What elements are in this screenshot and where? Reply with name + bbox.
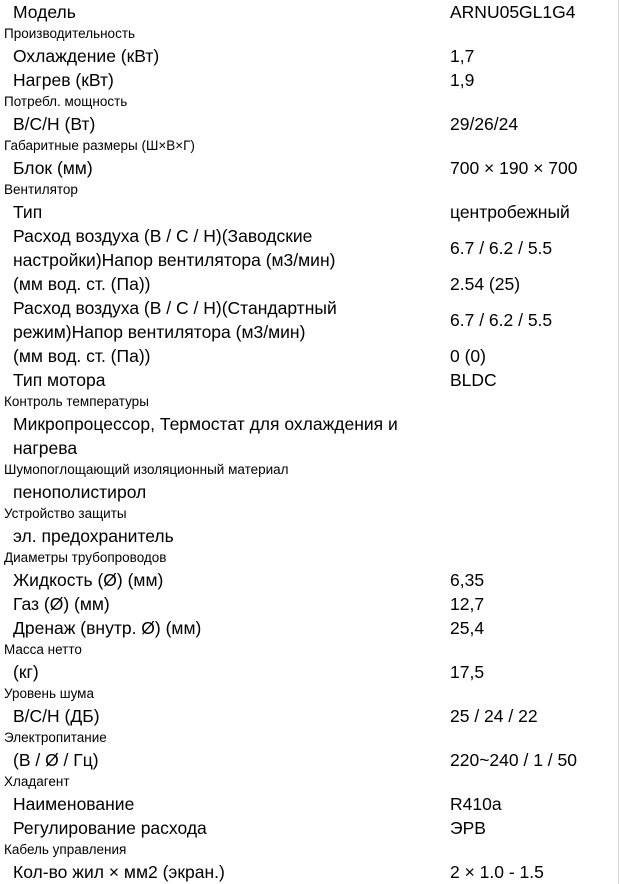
spec-label: (мм вод. ст. (Па)) xyxy=(13,274,151,294)
spec-value: 1,7 xyxy=(450,46,475,66)
section-title: Электропитание xyxy=(4,730,107,745)
spec-row xyxy=(0,660,619,684)
spec-value: R410a xyxy=(450,794,502,814)
spec-label: эл. предохранитель xyxy=(13,526,174,546)
section-title: Диаметры трубопроводов xyxy=(4,550,167,565)
spec-label: (кг) xyxy=(13,662,39,682)
section-title: Габаритные размеры (Ш×В×Г) xyxy=(4,138,195,153)
spec-label: Блок (мм) xyxy=(13,158,93,178)
section-title: Потребл. мощность xyxy=(4,94,128,109)
spec-label: Кол-во жил × мм2 (экран.) xyxy=(13,862,225,882)
spec-row xyxy=(0,344,619,368)
spec-label: Газ (Ø) (мм) xyxy=(13,594,110,614)
spec-value: 220~240 / 1 / 50 xyxy=(450,750,577,770)
spec-sections xyxy=(0,24,619,884)
spec-value: 2 × 1.0 - 1.5 xyxy=(450,862,544,882)
spec-value: 6.7 / 6.2 / 5.5 xyxy=(450,310,553,330)
spec-row xyxy=(0,480,619,504)
section-title: Кабель управления xyxy=(4,842,127,857)
spec-value: 6,35 xyxy=(450,570,485,590)
spec-label: Тип мотора xyxy=(13,370,106,390)
spec-value: 25,4 xyxy=(450,618,485,638)
spec-label: (мм вод. ст. (Па)) xyxy=(13,346,151,366)
spec-value: центробежный xyxy=(450,202,570,222)
spec-value: 1,9 xyxy=(450,70,475,90)
spec-row xyxy=(0,860,619,884)
section-title: Производительность xyxy=(4,26,136,41)
spec-row xyxy=(0,68,619,92)
spec-row xyxy=(0,296,619,344)
spec-value: 6.7 / 6.2 / 5.5 xyxy=(450,238,553,258)
spec-row xyxy=(0,224,619,272)
spec-row xyxy=(0,112,619,136)
spec-row xyxy=(0,592,619,616)
spec-row xyxy=(0,816,619,840)
spec-row xyxy=(0,524,619,548)
spec-value: 2.54 (25) xyxy=(450,274,521,294)
spec-value: ЭРВ xyxy=(450,818,486,838)
spec-row xyxy=(0,44,619,68)
spec-label: Жидкость (Ø) (мм) xyxy=(13,570,164,590)
spec-value: 700 × 190 × 700 xyxy=(450,158,578,178)
spec-row xyxy=(0,704,619,728)
section-title: Уровень шума xyxy=(4,686,94,701)
spec-label: Расход воздуха (В / С / Н)(Стандартный режим)Напор вентилятора (м3/мин) xyxy=(13,298,337,342)
spec-label: (В / Ø / Гц) xyxy=(13,750,99,770)
section-title: Вентилятор xyxy=(4,182,78,197)
spec-value: 29/26/24 xyxy=(450,114,519,134)
section-title: Хладагент xyxy=(4,774,70,789)
spec-label: Микропроцессор, Термостат для охлаждения и нагрева xyxy=(13,414,398,458)
spec-value: 0 (0) xyxy=(450,346,486,366)
spec-row xyxy=(0,748,619,772)
spec-value: 12,7 xyxy=(450,594,485,614)
spec-label: Наименование xyxy=(13,794,135,814)
section-title: Устройство защиты xyxy=(4,506,127,521)
spec-row xyxy=(0,412,619,460)
spec-label: В/С/Н (Вт) xyxy=(13,114,96,134)
spec-value: 25 / 24 / 22 xyxy=(450,706,538,726)
spec-label: В/С/Н (ДБ) xyxy=(13,706,100,726)
spec-row xyxy=(0,616,619,640)
section-title: Шумопоглощающий изоляционный материал xyxy=(4,462,289,477)
section-title: Контроль температуры xyxy=(4,394,149,409)
spec-label: Нагрев (кВт) xyxy=(13,70,114,90)
section-title: Масса нетто xyxy=(4,642,82,657)
model-header-row xyxy=(0,0,619,24)
spec-value: 17,5 xyxy=(450,662,485,682)
model-value: ARNU05GL1G4 xyxy=(450,2,576,22)
spec-label: Тип xyxy=(13,202,43,222)
spec-row xyxy=(0,792,619,816)
spec-label: Охлаждение (кВт) xyxy=(13,46,160,66)
spec-row xyxy=(0,200,619,224)
spec-row xyxy=(0,568,619,592)
spec-label: Дренаж (внутр. Ø) (мм) xyxy=(13,618,202,638)
spec-row xyxy=(0,272,619,296)
spec-label: Расход воздуха (В / С / Н)(Заводские настройки)Напор вентилятора (м3/мин) xyxy=(13,226,336,270)
model-label: Модель xyxy=(13,2,76,22)
spec-value: BLDC xyxy=(450,370,497,390)
spec-label: Регулирование расхода xyxy=(13,818,207,838)
spec-row xyxy=(0,156,619,180)
spec-row xyxy=(0,368,619,392)
spec-label: пенополистирол xyxy=(13,482,147,502)
